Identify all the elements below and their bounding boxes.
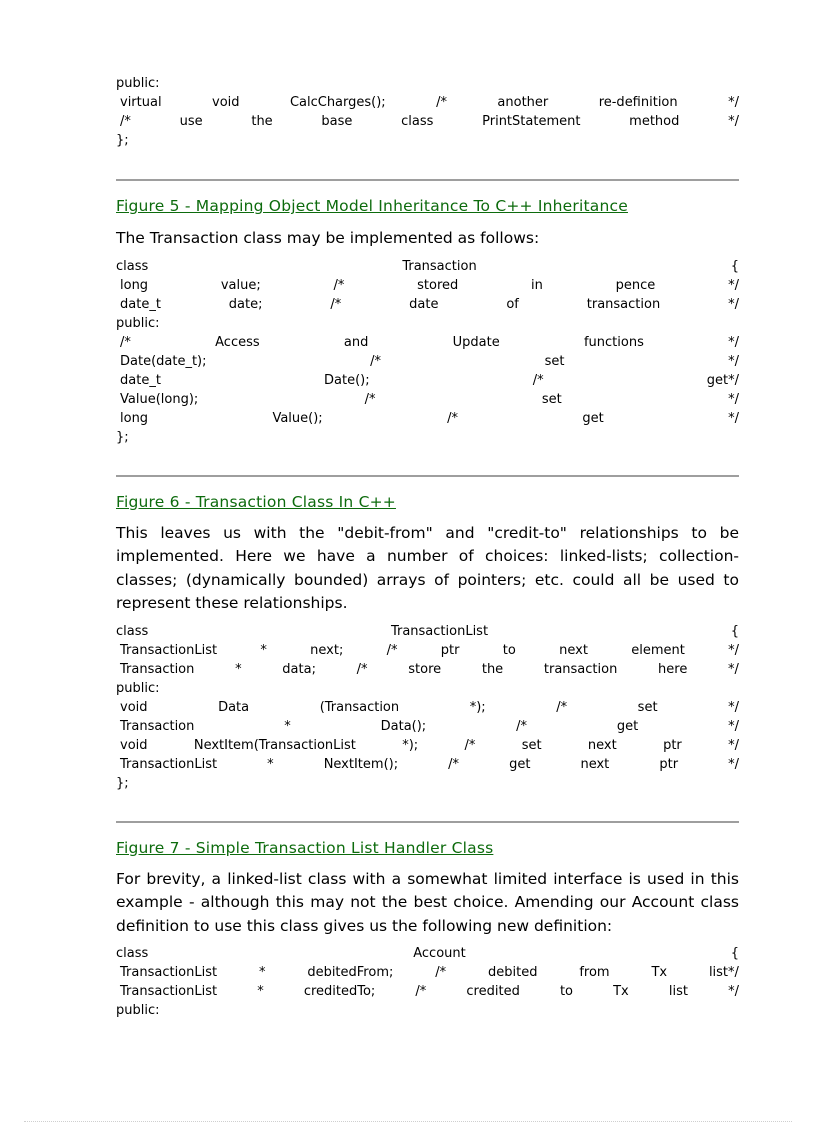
code-token: creditedTo; xyxy=(303,984,376,999)
code-token: get xyxy=(509,756,531,772)
code-token: date xyxy=(409,296,439,312)
code-token: void xyxy=(120,737,148,753)
code-line xyxy=(116,622,739,641)
code-token: */ xyxy=(728,737,739,753)
code-token: next xyxy=(587,737,617,753)
code-line xyxy=(116,698,739,717)
code-token: date_t xyxy=(120,372,161,388)
code-token: data; xyxy=(282,661,316,677)
code-line xyxy=(116,371,739,390)
code-token: TransactionList xyxy=(120,642,218,658)
code-token: *); xyxy=(402,737,419,753)
code-token: public: xyxy=(116,315,160,331)
code-token: long xyxy=(120,277,149,293)
code-token: next xyxy=(580,756,610,772)
code-token: debitedFrom; xyxy=(307,965,394,980)
code-token: { xyxy=(730,946,739,961)
code-token: *); xyxy=(469,699,486,715)
code-token: */ xyxy=(728,277,739,293)
code-token: ptr xyxy=(440,642,460,658)
code-token: date_t xyxy=(120,296,161,312)
code-token: to xyxy=(559,984,573,999)
code-token: /* xyxy=(333,277,345,293)
code-token: */ xyxy=(728,699,739,715)
code-token: /* xyxy=(464,737,476,753)
code-token: TransactionList xyxy=(120,965,218,980)
code-token: long xyxy=(120,410,149,426)
code-token: * xyxy=(284,718,291,734)
code-line xyxy=(116,944,739,963)
code-token: */ xyxy=(728,391,739,407)
code-token: /* xyxy=(447,410,458,426)
code-token: another xyxy=(497,95,549,110)
code-token: }; xyxy=(116,133,129,148)
figure-7-title: Figure 7 - Simple Transaction List Handler Class xyxy=(116,838,494,857)
code-token: * xyxy=(257,984,264,999)
code-token: from xyxy=(579,965,610,980)
code-token: /* xyxy=(448,756,460,772)
code-token: * xyxy=(260,642,267,658)
code-token: list xyxy=(668,984,688,999)
code-token: credited xyxy=(466,984,520,999)
code-block-transaction-class xyxy=(116,257,739,447)
code-token: Value(long); xyxy=(120,391,199,407)
code-token: /* xyxy=(120,334,131,350)
code-token: and xyxy=(343,334,369,350)
code-token: */ xyxy=(728,95,739,110)
code-line xyxy=(116,717,739,736)
code-token: virtual xyxy=(120,95,162,110)
code-token: in xyxy=(531,277,543,293)
code-token: public: xyxy=(116,1003,160,1018)
paragraph-relationships: This leaves us with the "debit-from" and "credit-to" relationships to be implemented. Here we have a number of choices: linked-lists; collection-classes; (dynamically bounded) arrays of pointers; etc. could all be used to represent these relationships. xyxy=(116,523,739,612)
code-token: void xyxy=(120,699,148,715)
code-token: Transaction xyxy=(120,718,195,734)
code-line xyxy=(116,982,739,1001)
code-token: of xyxy=(506,296,519,312)
code-line xyxy=(116,314,739,333)
code-token: the xyxy=(481,661,504,677)
code-token: store xyxy=(408,661,442,677)
code-token: }; xyxy=(116,775,129,791)
code-token: functions xyxy=(583,334,644,350)
code-token: public: xyxy=(116,680,160,696)
code-token: class xyxy=(116,258,149,274)
code-line xyxy=(116,679,739,698)
code-block-account-class xyxy=(116,944,739,1020)
code-token: TransactionList xyxy=(120,984,218,999)
code-line xyxy=(116,333,739,352)
figure-6-title: Figure 6 - Transaction Class In C++ xyxy=(116,492,396,511)
code-token: Transaction xyxy=(402,258,477,274)
code-token: set xyxy=(521,737,542,753)
code-token: Account xyxy=(413,946,466,961)
code-token: * xyxy=(258,965,266,980)
separator xyxy=(116,179,739,181)
code-token: { xyxy=(730,258,739,274)
code-token: next xyxy=(559,642,588,658)
code-token: debited xyxy=(487,965,538,980)
code-token: */ xyxy=(728,984,739,999)
code-token: get xyxy=(616,718,639,734)
code-token: Date(date_t); xyxy=(120,353,207,369)
code-line xyxy=(116,390,739,409)
code-token: /* xyxy=(435,965,447,980)
code-token: here xyxy=(658,661,688,677)
figure-5-title: Figure 5 - Mapping Object Model Inheritance To C++ Inheritance xyxy=(116,197,628,215)
code-line xyxy=(116,660,739,679)
code-token: ptr xyxy=(663,737,682,753)
code-token: Tx xyxy=(651,965,668,980)
code-line xyxy=(116,93,739,112)
code-token: /* xyxy=(436,95,447,110)
code-line xyxy=(116,641,739,660)
code-line xyxy=(116,736,739,755)
code-token: Value(); xyxy=(272,410,323,426)
code-token: */ xyxy=(728,353,739,369)
code-token: /* xyxy=(516,718,527,734)
code-token: pence xyxy=(615,277,656,293)
code-token: to xyxy=(502,642,516,658)
code-token: PrintStatement xyxy=(482,114,581,129)
code-line xyxy=(116,276,739,295)
code-token: Date(); xyxy=(324,372,370,388)
code-line xyxy=(116,131,739,150)
code-token: * xyxy=(267,756,274,772)
code-token: }; xyxy=(116,429,129,445)
code-token: Tx xyxy=(613,984,629,999)
code-token: element xyxy=(631,642,685,658)
code-token: /* xyxy=(532,372,544,388)
code-token: TransactionList xyxy=(120,756,218,772)
document-page xyxy=(116,74,739,1020)
code-token: */ xyxy=(728,642,739,658)
code-token: /* xyxy=(370,353,382,369)
code-token: class xyxy=(401,114,434,129)
code-token: transaction xyxy=(543,661,618,677)
code-token: */ xyxy=(728,718,739,734)
code-line xyxy=(116,774,739,793)
code-line xyxy=(116,257,739,276)
code-token: TransactionList xyxy=(390,623,489,639)
code-token: void xyxy=(212,95,240,110)
code-token: */ xyxy=(728,661,739,677)
code-line xyxy=(116,352,739,371)
code-token: */ xyxy=(728,114,739,129)
code-token: /* xyxy=(330,296,342,312)
code-token: { xyxy=(730,623,739,639)
code-token: (Transaction xyxy=(319,699,400,715)
code-token: * xyxy=(235,661,242,677)
code-token: transaction xyxy=(586,296,661,312)
code-line xyxy=(116,295,739,314)
code-token: re-definition xyxy=(598,95,678,110)
code-token: set xyxy=(544,353,565,369)
paragraph-transaction-intro: The Transaction class may be implemented as follows: xyxy=(116,229,540,247)
code-token: Update xyxy=(452,334,500,350)
code-token: /* xyxy=(120,114,131,129)
code-token: get*/ xyxy=(706,372,739,388)
code-token: stored xyxy=(417,277,459,293)
code-token: class xyxy=(116,946,149,961)
code-token: CalcCharges(); xyxy=(289,95,386,110)
code-token: /* xyxy=(364,391,376,407)
code-line xyxy=(116,755,739,774)
code-token: */ xyxy=(728,334,739,350)
code-token: value; xyxy=(220,277,261,293)
code-token: public: xyxy=(116,76,160,91)
code-line xyxy=(116,409,739,428)
code-token: the xyxy=(251,114,273,129)
code-token: NextItem(TransactionList xyxy=(193,737,356,753)
code-token: */ xyxy=(728,296,739,312)
code-token: set xyxy=(637,699,658,715)
code-token: /* xyxy=(386,642,398,658)
separator xyxy=(116,821,739,823)
code-token: date; xyxy=(228,296,263,312)
code-line xyxy=(116,428,739,447)
code-line xyxy=(116,112,739,131)
paragraph-linked-list: For brevity, a linked-list class with a somewhat limited interface is used in this example - although this may not the best choice. Amending our Account class definition to use this class gives us the following new definition: xyxy=(116,869,739,935)
code-line xyxy=(116,1001,739,1020)
code-token: Data(); xyxy=(380,718,427,734)
code-token: /* xyxy=(356,661,368,677)
code-token: Data xyxy=(218,699,250,715)
code-line xyxy=(116,963,739,982)
code-token: use xyxy=(179,114,203,129)
code-token: base xyxy=(321,114,353,129)
code-token: ptr xyxy=(659,756,679,772)
code-block-transaction-list-class xyxy=(116,622,739,793)
page-bottom-border xyxy=(24,1121,792,1122)
code-token: list*/ xyxy=(708,965,739,980)
code-token: Access xyxy=(215,334,260,350)
code-token: get xyxy=(582,410,604,426)
code-token: Transaction xyxy=(120,661,195,677)
code-token: /* xyxy=(415,984,427,999)
code-token: class xyxy=(116,623,149,639)
code-token: set xyxy=(541,391,562,407)
code-token: */ xyxy=(728,410,739,426)
code-token: next; xyxy=(310,642,344,658)
code-block-calc-charges xyxy=(116,74,739,150)
separator xyxy=(116,475,739,477)
code-token: */ xyxy=(728,756,739,772)
code-token: NextItem(); xyxy=(323,756,399,772)
code-line xyxy=(116,74,739,93)
code-token: method xyxy=(629,114,680,129)
code-token: /* xyxy=(556,699,568,715)
